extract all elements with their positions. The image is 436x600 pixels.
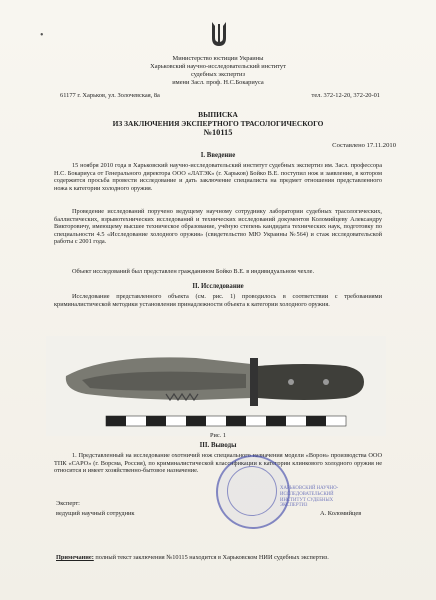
footnote [56,554,386,562]
section-heading-research: II. Исследование [192,283,244,290]
header-line: судебных экспертиз [190,71,246,78]
title-line-1: ВЫПИСКА [198,110,238,119]
knife-photo [46,336,386,436]
title-line-2: ИЗ ЗАКЛЮЧЕНИЯ ЭКСПЕРТНОГО ТРАСОЛОГИЧЕСКОГО [112,119,324,128]
institution-header [0,55,436,87]
figure-caption: Рис. 1 [210,432,226,439]
header-line: Харьковский научно-исследовательский институт [150,63,286,70]
paragraph-5: 1. Представленный на исследование охотничий нож специального назначения модели «Ворон» производства ООО ТПК «САРО» (г. Ворсма, Россия), по криминалистической классификации к категории клинкового холодного оружия не относится и имеет хозяйственно-бытовое назначение. [54,452,382,475]
header-line: имени Засл. проф. Н.С.Бокариуса [172,79,264,86]
official-stamp-icon [216,455,290,529]
paragraph-1: 15 ноября 2010 года в Харьковский научно-исследовательский институт судебных экспертиз им. Засл. профессора Н.С. Бокариуса от Генерального директора ООО «ЛАТЭК» (г. Харьков) Бойко В.Е. поступил нож и заявление, в котором содержится просьба провести исследование и дать заключение специалиста на предмет отношения представленного ножа к категории холодного оружия. [54,162,382,192]
expert-label: Эксперт: [56,500,80,507]
paragraph-4: Исследование представленного объекта (см. рис. 1) проводилось в соответствии с требованиями криминалистической методики установления принадлежности объекта к категории холодного оружия. [54,293,382,308]
postal-address: 61177 г. Харьков, ул. Золочевская, 8а [60,92,160,99]
note-label: Примечание: [56,554,94,561]
section-heading-intro: I. Введение [200,152,236,159]
corner-mark: • [40,30,44,41]
stamp-text: ХАРЬКОВСКИЙ НАУЧНО-ИССЛЕДОВАТЕЛЬСКИЙ ИНСТИТУТ СУДЕБНЫХ ЭКСПЕРТИЗ [280,486,339,509]
note-text: полный текст заключения №10115 находится в Харьковском НИИ судебных экспертиз. [93,554,329,561]
header-line: Министерство юстиции Украины [172,55,264,62]
address-line [60,92,380,99]
title-line-3: №10115 [203,128,233,137]
document-title [0,110,436,137]
expert-position: ведущий научный сотрудник [56,510,135,517]
trident-emblem-icon [210,20,228,48]
expert-name: А. Коломийцев [320,510,362,517]
paragraph-3: Объект исследований был представлен гражданином Бойко В.Е. в индивидуальном чехле. [72,268,315,275]
document-date: Составлено 17.11.2010 [332,142,396,149]
paragraph-2: Проведение исследований поручено ведущему научному сотруднику лаборатории судебных трасологических, баллистических, взрывотехнических исследований и технических исследований документов Коломийцеву Александру Викторовичу, имеющему высшее техническое образование, учёную степень кандидата технических наук, подготовку по специальности 4.5 «Исследование холодного оружия» (свидетельство МЮ Украины №564) и стаж исследовательской работы с 2001 года. [54,208,382,246]
section-heading-conclusions: III. Выводы [199,442,237,449]
phone-numbers: тел. 372-12-20, 372-20-01 [311,92,380,99]
